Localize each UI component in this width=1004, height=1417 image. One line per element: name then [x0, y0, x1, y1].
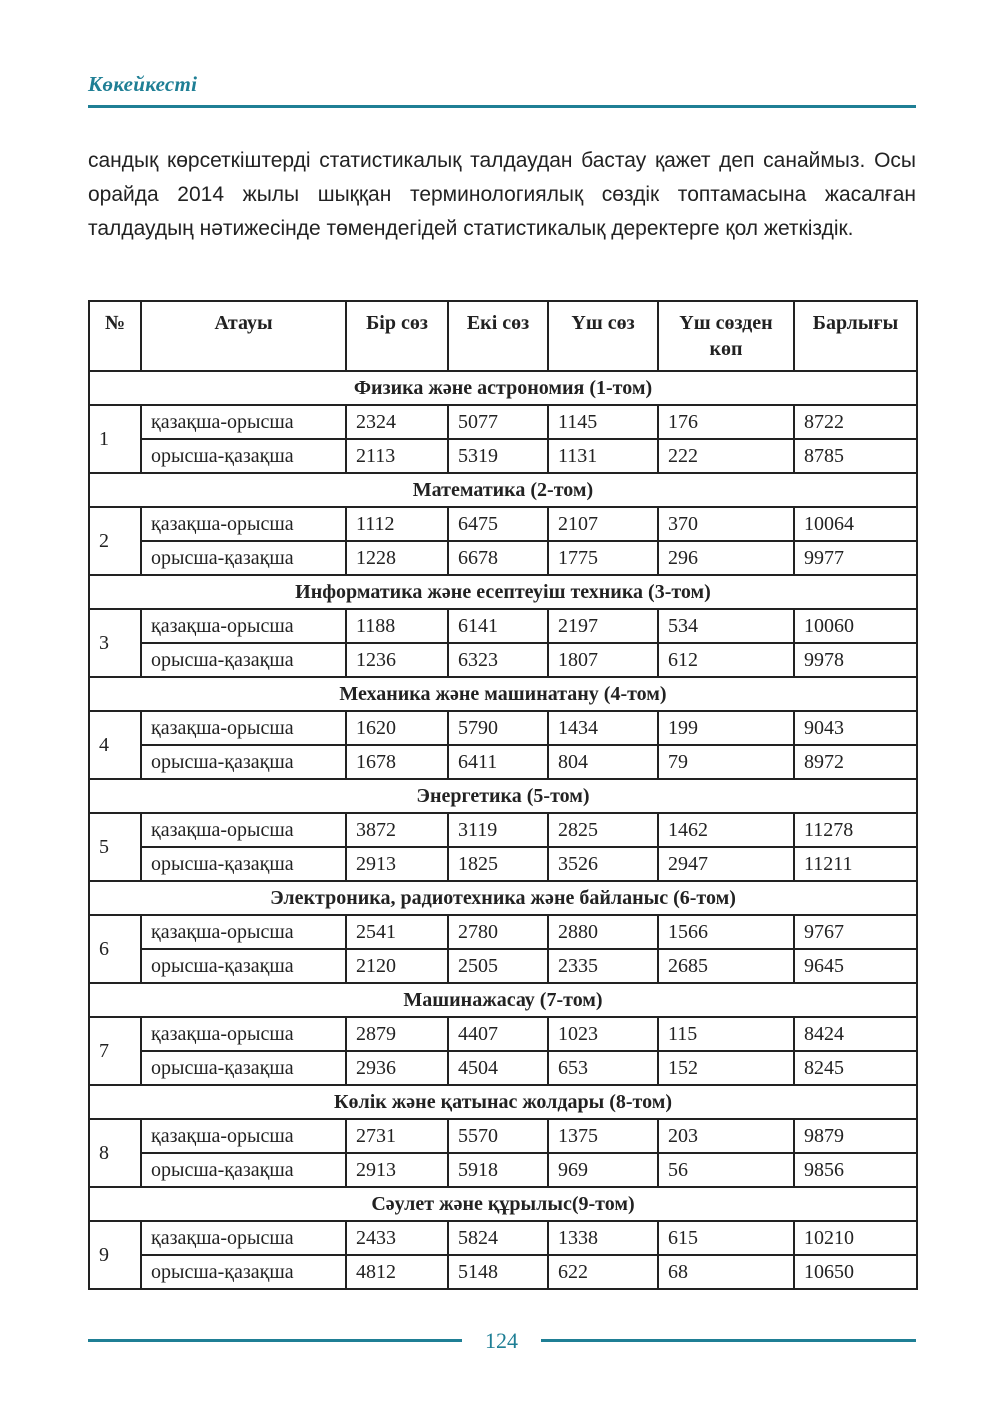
total-cell: 9043: [794, 711, 917, 745]
dictionary-direction-cell: орысша-қазақша: [141, 541, 346, 575]
one-word-cell: 2913: [346, 847, 448, 881]
row-number-cell: 8: [89, 1119, 141, 1187]
more-than-three-cell: 296: [658, 541, 794, 575]
table-row: [89, 1153, 917, 1187]
one-word-cell: 4812: [346, 1255, 448, 1289]
row-number-cell: 4: [89, 711, 141, 779]
total-cell: 8245: [794, 1051, 917, 1085]
one-word-cell: 2324: [346, 405, 448, 439]
total-cell: 11278: [794, 813, 917, 847]
total-cell: 10650: [794, 1255, 917, 1289]
table-row: [89, 1221, 917, 1255]
two-words-cell: 4407: [448, 1017, 548, 1051]
more-than-three-cell: 370: [658, 507, 794, 541]
two-words-cell: 5790: [448, 711, 548, 745]
more-than-three-cell: 612: [658, 643, 794, 677]
more-than-three-cell: 115: [658, 1017, 794, 1051]
two-words-cell: 6141: [448, 609, 548, 643]
header-number: №: [89, 301, 141, 371]
one-word-cell: 2936: [346, 1051, 448, 1085]
total-cell: 9767: [794, 915, 917, 949]
more-than-three-cell: 56: [658, 1153, 794, 1187]
header-name: Атауы: [141, 301, 346, 371]
two-words-cell: 5077: [448, 405, 548, 439]
running-header-title: Көкейкесті: [88, 72, 198, 96]
three-words-cell: 1023: [548, 1017, 658, 1051]
row-number-cell: 3: [89, 609, 141, 677]
table-row: [89, 915, 917, 949]
total-cell: 9856: [794, 1153, 917, 1187]
section-title: Сәулет және құрылыс(9-том): [89, 1187, 917, 1221]
section-row: [89, 371, 917, 405]
dictionary-direction-cell: қазақша-орысша: [141, 813, 346, 847]
two-words-cell: 5570: [448, 1119, 548, 1153]
two-words-cell: 2505: [448, 949, 548, 983]
one-word-cell: 2541: [346, 915, 448, 949]
two-words-cell: 6475: [448, 507, 548, 541]
two-words-cell: 5824: [448, 1221, 548, 1255]
table-row: [89, 1119, 917, 1153]
row-number-cell: 1: [89, 405, 141, 473]
page-number: 124: [485, 1328, 518, 1353]
header-three-words: Үш сөз: [548, 301, 658, 371]
dictionary-direction-cell: қазақша-орысша: [141, 711, 346, 745]
section-row: [89, 779, 917, 813]
total-cell: 10210: [794, 1221, 917, 1255]
section-row: [89, 473, 917, 507]
two-words-cell: 1825: [448, 847, 548, 881]
header-divider: [88, 105, 916, 108]
three-words-cell: 653: [548, 1051, 658, 1085]
section-row: [89, 575, 917, 609]
total-cell: 10064: [794, 507, 917, 541]
row-number-cell: 5: [89, 813, 141, 881]
one-word-cell: 1678: [346, 745, 448, 779]
three-words-cell: 969: [548, 1153, 658, 1187]
more-than-three-cell: 199: [658, 711, 794, 745]
row-number-cell: 6: [89, 915, 141, 983]
table-row: [89, 711, 917, 745]
two-words-cell: 5319: [448, 439, 548, 473]
section-row: [89, 983, 917, 1017]
footer-divider-right: [541, 1339, 916, 1342]
row-number-cell: 2: [89, 507, 141, 575]
table-row: [89, 745, 917, 779]
header-two-words: Екі сөз: [448, 301, 548, 371]
total-cell: 8785: [794, 439, 917, 473]
table-row: [89, 1051, 917, 1085]
more-than-three-cell: 615: [658, 1221, 794, 1255]
more-than-three-cell: 152: [658, 1051, 794, 1085]
dictionary-direction-cell: орысша-қазақша: [141, 439, 346, 473]
section-row: [89, 881, 917, 915]
one-word-cell: 2113: [346, 439, 448, 473]
three-words-cell: 1807: [548, 643, 658, 677]
row-number-cell: 7: [89, 1017, 141, 1085]
one-word-cell: 1188: [346, 609, 448, 643]
two-words-cell: 2780: [448, 915, 548, 949]
section-row: [89, 677, 917, 711]
total-cell: 8424: [794, 1017, 917, 1051]
table-row: [89, 541, 917, 575]
dictionary-direction-cell: орысша-қазақша: [141, 745, 346, 779]
total-cell: 9978: [794, 643, 917, 677]
more-than-three-cell: 2685: [658, 949, 794, 983]
three-words-cell: 2825: [548, 813, 658, 847]
two-words-cell: 3119: [448, 813, 548, 847]
section-title: Математика (2-том): [89, 473, 917, 507]
section-title: Машинажасау (7-том): [89, 983, 917, 1017]
three-words-cell: 2107: [548, 507, 658, 541]
intro-paragraph: сандық көрсеткіштерді статистикалық талдаудан бастау қажет деп санаймыз. Осы орайда 2014 жылы шыққан терминологиялық сөздік топтамасына жасалған талдаудың нәтижесінде төмендегідей статистикалық деректерге қол жеткіздік.: [88, 149, 916, 240]
two-words-cell: 6678: [448, 541, 548, 575]
dictionary-direction-cell: орысша-қазақша: [141, 1255, 346, 1289]
three-words-cell: 1375: [548, 1119, 658, 1153]
table-row: [89, 439, 917, 473]
dictionary-direction-cell: қазақша-орысша: [141, 915, 346, 949]
one-word-cell: 1228: [346, 541, 448, 575]
section-title: Энергетика (5-том): [89, 779, 917, 813]
more-than-three-cell: 68: [658, 1255, 794, 1289]
total-cell: 9977: [794, 541, 917, 575]
header-more-than-three: Үш сөзден көп: [658, 301, 794, 371]
three-words-cell: 1131: [548, 439, 658, 473]
dictionary-direction-cell: орысша-қазақша: [141, 949, 346, 983]
table-row: [89, 1255, 917, 1289]
three-words-cell: 622: [548, 1255, 658, 1289]
section-row: [89, 1187, 917, 1221]
three-words-cell: 2197: [548, 609, 658, 643]
section-title: Механика және машинатану (4-том): [89, 677, 917, 711]
total-cell: 10060: [794, 609, 917, 643]
table-row: [89, 643, 917, 677]
three-words-cell: 3526: [548, 847, 658, 881]
dictionary-direction-cell: қазақша-орысша: [141, 609, 346, 643]
table-row: [89, 609, 917, 643]
two-words-cell: 6411: [448, 745, 548, 779]
dictionary-direction-cell: қазақша-орысша: [141, 405, 346, 439]
more-than-three-cell: 79: [658, 745, 794, 779]
three-words-cell: 1338: [548, 1221, 658, 1255]
three-words-cell: 1145: [548, 405, 658, 439]
three-words-cell: 2880: [548, 915, 658, 949]
table-row: [89, 847, 917, 881]
one-word-cell: 1236: [346, 643, 448, 677]
more-than-three-cell: 203: [658, 1119, 794, 1153]
section-title: Физика және астрономия (1-том): [89, 371, 917, 405]
terminology-statistics-table: [88, 300, 918, 1290]
one-word-cell: 2879: [346, 1017, 448, 1051]
one-word-cell: 2913: [346, 1153, 448, 1187]
dictionary-direction-cell: қазақша-орысша: [141, 1221, 346, 1255]
table-row: [89, 813, 917, 847]
table-row: [89, 949, 917, 983]
more-than-three-cell: 2947: [658, 847, 794, 881]
one-word-cell: 2731: [346, 1119, 448, 1153]
section-title: Информатика және есептеуіш техника (3-том): [89, 575, 917, 609]
row-number-cell: 9: [89, 1221, 141, 1289]
three-words-cell: 2335: [548, 949, 658, 983]
more-than-three-cell: 1462: [658, 813, 794, 847]
section-row: [89, 1085, 917, 1119]
more-than-three-cell: 222: [658, 439, 794, 473]
one-word-cell: 3872: [346, 813, 448, 847]
header-one-word: Бір сөз: [346, 301, 448, 371]
total-cell: 11211: [794, 847, 917, 881]
dictionary-direction-cell: орысша-қазақша: [141, 643, 346, 677]
three-words-cell: 1434: [548, 711, 658, 745]
section-title: Электроника, радиотехника және байланыс (6-том): [89, 881, 917, 915]
header-total: Барлығы: [794, 301, 917, 371]
total-cell: 8972: [794, 745, 917, 779]
total-cell: 9879: [794, 1119, 917, 1153]
three-words-cell: 804: [548, 745, 658, 779]
table-header-row: [89, 301, 917, 371]
two-words-cell: 5918: [448, 1153, 548, 1187]
dictionary-direction-cell: қазақша-орысша: [141, 507, 346, 541]
dictionary-direction-cell: орысша-қазақша: [141, 1153, 346, 1187]
total-cell: 8722: [794, 405, 917, 439]
more-than-three-cell: 176: [658, 405, 794, 439]
table-row: [89, 1017, 917, 1051]
two-words-cell: 6323: [448, 643, 548, 677]
table-row: [89, 405, 917, 439]
one-word-cell: 2433: [346, 1221, 448, 1255]
table-row: [89, 507, 917, 541]
two-words-cell: 4504: [448, 1051, 548, 1085]
dictionary-direction-cell: орысша-қазақша: [141, 1051, 346, 1085]
more-than-three-cell: 1566: [658, 915, 794, 949]
one-word-cell: 2120: [346, 949, 448, 983]
one-word-cell: 1112: [346, 507, 448, 541]
dictionary-direction-cell: қазақша-орысша: [141, 1017, 346, 1051]
section-title: Көлік және қатынас жолдары (8-том): [89, 1085, 917, 1119]
dictionary-direction-cell: орысша-қазақша: [141, 847, 346, 881]
two-words-cell: 5148: [448, 1255, 548, 1289]
total-cell: 9645: [794, 949, 917, 983]
three-words-cell: 1775: [548, 541, 658, 575]
more-than-three-cell: 534: [658, 609, 794, 643]
dictionary-direction-cell: қазақша-орысша: [141, 1119, 346, 1153]
footer-divider-left: [88, 1339, 462, 1342]
one-word-cell: 1620: [346, 711, 448, 745]
